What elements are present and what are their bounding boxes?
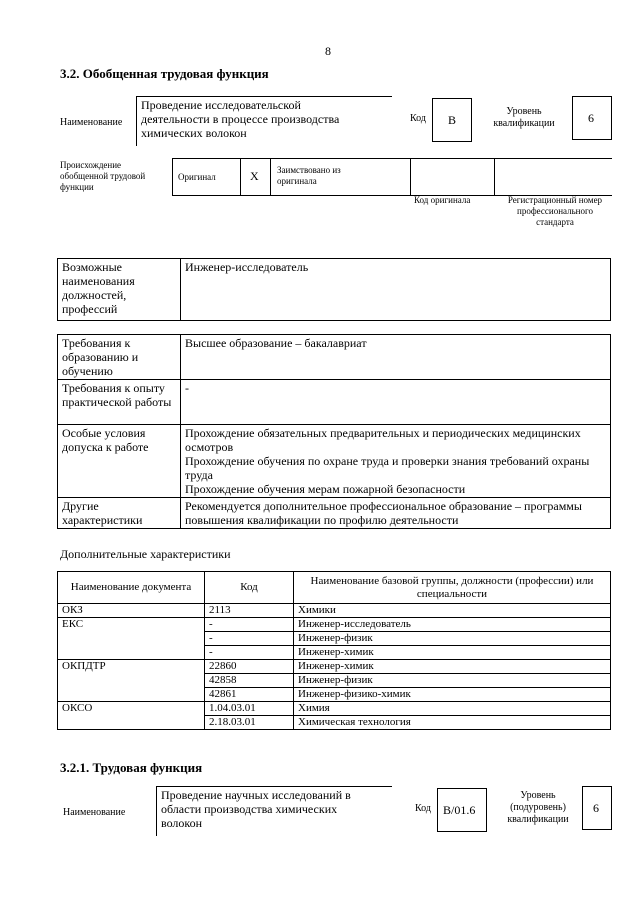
table-row-code: 2113 <box>205 604 294 618</box>
table-row-name: Химическая технология <box>294 716 611 730</box>
req-value-education: Высшее образование – бакалавриат <box>181 335 611 380</box>
req-value-special <box>181 425 611 498</box>
table-row-code: 22860 <box>205 660 294 674</box>
borrowed-label: Заимствовано из оригинала <box>277 165 341 186</box>
gtf-name-value: Проведение исследовательской деятельности в процессе производства химических волокон <box>141 98 340 140</box>
table-row-code: - <box>205 646 294 660</box>
req-special-line: Прохождение обучения мерам пожарной безопасности <box>185 482 466 496</box>
table-row-code: - <box>205 632 294 646</box>
tf-name-value: Проведение научных исследований в области производства химических волокон <box>161 788 351 830</box>
page-number: 8 <box>325 44 331 58</box>
table-row-code: 1.04.03.01 <box>205 702 294 716</box>
additional-header-code: Код <box>205 572 294 604</box>
table-row-name: Химики <box>294 604 611 618</box>
positions-value: Инженер-исследователь <box>181 259 611 321</box>
req-value-experience: - <box>181 380 611 425</box>
req-label-experience: Требования к опыту практической работы <box>58 380 181 425</box>
req-label-special: Особые условия допуска к работе <box>58 425 181 498</box>
table-row-doc <box>58 646 205 660</box>
positions-label: Возможные наименования должностей, профессий <box>58 259 181 321</box>
table-row-doc: ОКПДТР <box>58 660 205 674</box>
original-label: Оригинал <box>178 172 216 182</box>
origin-label: Происхождение обобщенной трудовой функции <box>60 160 146 192</box>
table-row-doc <box>58 674 205 688</box>
gtf-level-label: Уровень квалификации <box>493 106 555 129</box>
table-row-code: 42861 <box>205 688 294 702</box>
original-mark: X <box>250 169 259 183</box>
tf-name-label: Наименование <box>63 807 126 818</box>
code-original-label: Код оригинала <box>414 195 471 205</box>
positions-table <box>57 258 611 321</box>
gtf-code-value: B <box>448 113 457 127</box>
table-row-doc <box>58 688 205 702</box>
reg-number-label: Регистрационный номер профессионального стандарта <box>507 195 603 227</box>
gtf-level-value: 6 <box>588 111 594 125</box>
table-row-name: Инженер-химик <box>294 660 611 674</box>
tf-level-value: 6 <box>593 801 599 815</box>
req-label-education: Требования к образованию и обучению <box>58 335 181 380</box>
requirements-table <box>57 334 611 529</box>
table-row-doc <box>58 632 205 646</box>
origin-box <box>172 158 612 196</box>
additional-header-doc: Наименование документа <box>58 572 205 604</box>
tf-code-value: B/01.6 <box>443 803 476 817</box>
table-row-name: Инженер-физик <box>294 674 611 688</box>
gtf-name-label: Наименование <box>60 117 123 128</box>
tf-level-label: Уровень (подуровень) квалификации <box>507 790 569 825</box>
additional-table <box>57 571 611 730</box>
table-row-doc: ОКСО <box>58 702 205 716</box>
table-row-doc: ЕКС <box>58 618 205 632</box>
table-row-code: - <box>205 618 294 632</box>
additional-header-name: Наименование базовой группы, должности (профессии) или специальности <box>294 572 611 604</box>
table-row-name: Инженер-физик <box>294 632 611 646</box>
table-row-name: Инженер-физико-химик <box>294 688 611 702</box>
section-title: 3.2. Обобщенная трудовая функция <box>60 66 269 81</box>
subsection-title: 3.2.1. Трудовая функция <box>60 760 203 775</box>
table-row-name: Инженер-химик <box>294 646 611 660</box>
table-row-doc <box>58 716 205 730</box>
table-row-code: 2.18.03.01 <box>205 716 294 730</box>
table-row-code: 42858 <box>205 674 294 688</box>
additional-title: Дополнительные характеристики <box>60 547 231 561</box>
table-row-name: Инженер-исследователь <box>294 618 611 632</box>
req-special-line: Прохождение обучения по охране труда и проверки знания требований охраны труда <box>185 454 590 482</box>
req-label-other: Другие характеристики <box>58 498 181 529</box>
table-row-name: Химия <box>294 702 611 716</box>
gtf-code-label: Код <box>410 113 426 124</box>
origin-divider-2 <box>494 158 495 196</box>
req-special-line: Прохождение обязательных предварительных и периодических медицинских осмотров <box>185 426 581 454</box>
tf-code-label: Код <box>415 803 431 814</box>
origin-divider-1 <box>410 158 411 196</box>
table-row-doc: ОКЗ <box>58 604 205 618</box>
req-value-other: Рекомендуется дополнительное профессиональное образование – программы повышения квалификации по профилю деятельности <box>181 498 611 529</box>
